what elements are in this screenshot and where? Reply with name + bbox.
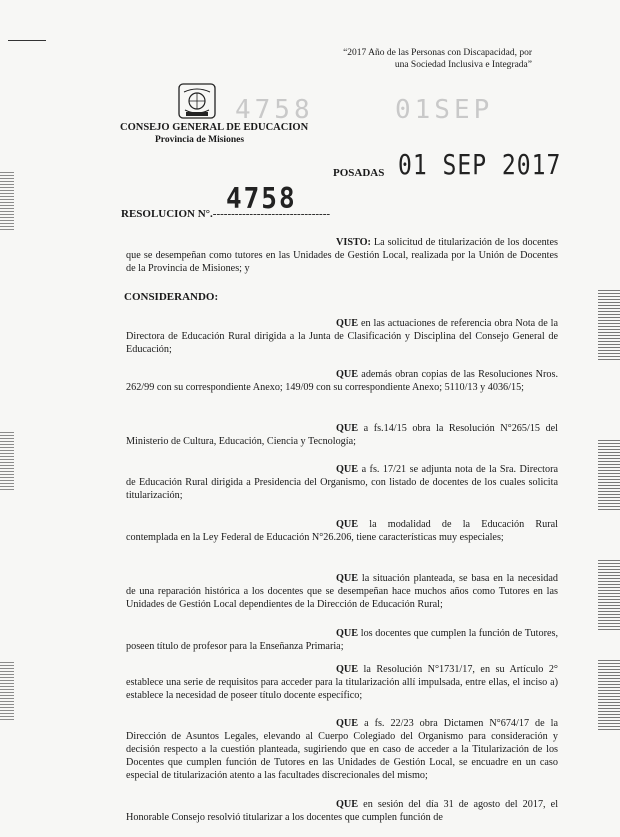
paragraph-rest: Tutores, poseen título de profesor para la Enseñanza Primaria; <box>126 628 558 652</box>
que-keyword: QUE <box>336 664 359 675</box>
que-keyword: QUE <box>336 423 359 434</box>
province-name: Provincia de Misiones <box>155 135 245 145</box>
considerando-paragraph <box>126 798 558 824</box>
considerando-paragraph <box>126 518 558 544</box>
paragraph-rest: Directora de Educación Rural dirigida a Presidencia del Organismo, con listado de docentes de los cuales solicita titularización; <box>126 464 559 501</box>
scan-edge-mark <box>598 290 620 360</box>
paragraph-rest: contemplada en la Ley Federal de Educación N°26.206, tiene características muy especiales; <box>126 532 504 543</box>
visto-first-line: La solicitud de titularización de los <box>373 237 520 248</box>
que-keyword: QUE <box>336 718 359 729</box>
paragraph-first-line: en las actuaciones de referencia obra <box>361 318 513 329</box>
considerando-paragraph <box>126 463 558 502</box>
considerando-paragraph <box>126 572 558 611</box>
year-motto <box>302 47 532 71</box>
scan-edge-mark <box>0 170 14 230</box>
resolution-label-text: RESOLUCION N°.------------------------------- <box>121 208 327 220</box>
visto-paragraph <box>126 236 558 275</box>
scan-edge-mark <box>598 560 620 630</box>
paragraph-rest: del Ministerio de Cultura, Educación, Ciencia y Tecnología; <box>126 423 559 447</box>
que-keyword: QUE <box>336 318 359 329</box>
paragraph-rest: la Dirección de Asuntos Legales, elevando al Cuerpo Colegiado del Organismo para consideración y decisión respecto a la cuestión planteada, sugiriendo que en caso de acceder a la Titularización de los Docentes que cumplen función de Tutores en las Unidades de Gestión Local, se encuadre en un caso especial de titularización atento a las facultades discrecionales del mismo; <box>126 718 558 781</box>
place-label: POSADAS <box>333 167 385 179</box>
paragraph-first-line: a fs. 17/21 se adjunta nota de la Sra. <box>361 464 517 475</box>
que-keyword: QUE <box>336 519 359 530</box>
considerando-paragraph <box>126 717 558 782</box>
considerando-paragraph <box>126 422 558 448</box>
paragraph-first-line: además obran copias de las <box>361 369 475 380</box>
que-keyword: QUE <box>336 464 359 475</box>
paragraph-first-line: en sesión del día 31 de agosto del <box>363 799 518 810</box>
paragraph-rest: Nota de la Directora de Educación Rural dirigida a la Junta de Clasificación y Disciplina del Consejo General de Educación; <box>126 318 558 355</box>
motto-line: “2017 Año de las Personas con Discapacidad, por <box>343 48 532 58</box>
considerando-paragraph <box>126 368 558 394</box>
motto-line: una Sociedad Inclusiva e Integrada” <box>394 60 532 70</box>
resolution-dash: - <box>326 208 331 220</box>
que-keyword: QUE <box>336 799 359 810</box>
considerando-paragraph <box>126 627 558 653</box>
paragraph-first-line: la Resolución N°1731/17, en su <box>363 664 505 675</box>
considerando-heading: CONSIDERANDO: <box>124 291 219 303</box>
considerando-paragraph <box>126 317 558 356</box>
paragraph-first-line: los docentes que cumplen la función de <box>360 628 523 639</box>
scan-edge-mark <box>598 440 620 510</box>
que-keyword: QUE <box>336 628 359 639</box>
date-stamp: 01 SEP 2017 <box>398 150 562 182</box>
institution-name: CONSEJO GENERAL DE EDUCACION <box>120 122 309 133</box>
paragraph-rest: necesidad de una reparación histórica a los docentes que se desempeñan hace muchos años como Tutores en las Unidades de Gestión Local dependientes de la Dirección de Educación Rural; <box>126 573 559 610</box>
paragraph-rest: Resoluciones Nros. 262/99 con su correspondiente Anexo; 149/09 con su correspondiente Anexo; 5110/13 y 4036/15; <box>126 369 558 393</box>
que-keyword: QUE <box>336 369 359 380</box>
paragraph-first-line: a fs. 22/23 obra Dictamen N°674/17 de <box>364 718 545 729</box>
que-keyword: QUE <box>336 573 359 584</box>
visto-rest: docentes que se desempeñan como tutores en las Unidades de Gestión Local, realizada por la Unión de Docentes de la Provincia de Misiones; y <box>126 237 559 274</box>
paragraph-first-line: la situación planteada, se basa en la <box>361 573 515 584</box>
paragraph-rest: Artículo 2° establece una serie de requisitos para acceder para la titularización allí impulsada, entre ellas, el inciso a) establece la necesidad de poseer título docente específico; <box>126 664 558 701</box>
scan-mark <box>8 40 46 41</box>
considerando-paragraph <box>126 663 558 702</box>
bleed-through-mark: 01SEP <box>395 95 494 125</box>
paragraph-first-line: la modalidad de la Educación Rural <box>369 519 559 530</box>
paragraph-first-line: a fs.14/15 obra la Resolución N°265/15 <box>363 423 541 434</box>
scan-edge-mark <box>598 660 620 730</box>
resolution-number: 4758 <box>226 182 297 216</box>
provincial-coat-of-arms-icon <box>176 82 218 122</box>
scan-edge-mark <box>0 660 14 720</box>
paragraph-rest: 2017, el Honorable Consejo resolvió titularizar a los docentes que cumplen función de <box>126 799 559 823</box>
bleed-through-mark: 4758 <box>235 95 314 125</box>
scan-edge-mark <box>0 430 14 490</box>
visto-keyword: VISTO: <box>336 237 371 248</box>
